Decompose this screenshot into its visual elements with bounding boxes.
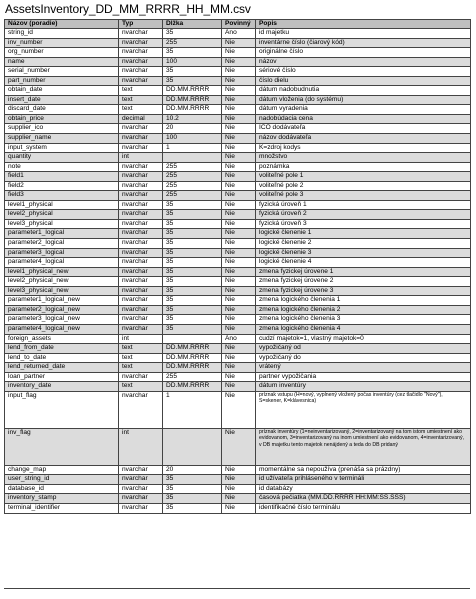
- cell-type: nvarchar: [119, 475, 163, 485]
- header-name: Názov (poradie): [5, 20, 119, 29]
- cell-name: quantity: [5, 153, 119, 163]
- cell-description: sériové číslo: [256, 67, 471, 77]
- cell-length: 35: [163, 29, 222, 39]
- cell-length: 35: [163, 76, 222, 86]
- cell-type: nvarchar: [119, 465, 163, 475]
- cell-description: časová pečiatka (MM.DD.RRRR HH:MM:SS.SSS): [256, 494, 471, 504]
- cell-required: Áno: [222, 29, 256, 39]
- cell-description: zmena logického členenia 2: [256, 305, 471, 315]
- table-row: [5, 38, 471, 48]
- cell-length: [163, 428, 222, 465]
- table-row: [5, 162, 471, 172]
- cell-required: Nie: [222, 210, 256, 220]
- cell-description: cudzí majetok=1, vlastný majetok=0: [256, 334, 471, 344]
- cell-type: nvarchar: [119, 239, 163, 249]
- cell-description: zmena logického členenia 4: [256, 324, 471, 334]
- cell-description: partner vypožičania: [256, 372, 471, 382]
- table-row: [5, 95, 471, 105]
- cell-name: level1_physical: [5, 200, 119, 210]
- cell-description: zmena fyzickej úrovene 1: [256, 267, 471, 277]
- cell-description: logické členenie 2: [256, 239, 471, 249]
- table-row: [5, 48, 471, 58]
- cell-description: fyzická úroveň 1: [256, 200, 471, 210]
- cell-length: DD.MM.RRRR: [163, 86, 222, 96]
- cell-type: nvarchar: [119, 181, 163, 191]
- cell-required: Nie: [222, 248, 256, 258]
- cell-length: 35: [163, 229, 222, 239]
- cell-length: 1: [163, 143, 222, 153]
- cell-type: text: [119, 363, 163, 373]
- table-row: [5, 363, 471, 373]
- cell-name: level2_physical_new: [5, 277, 119, 287]
- cell-type: nvarchar: [119, 134, 163, 144]
- cell-length: 35: [163, 219, 222, 229]
- cell-description: dátum vloženia (do systému): [256, 95, 471, 105]
- table-row: [5, 143, 471, 153]
- cell-name: note: [5, 162, 119, 172]
- table-row: [5, 181, 471, 191]
- cell-name: discard_date: [5, 105, 119, 115]
- cell-required: Nie: [222, 475, 256, 485]
- cell-description: momentálne sa nepoužíva (prenáša sa prázdny): [256, 465, 471, 475]
- cell-required: Nie: [222, 277, 256, 287]
- cell-length: 35: [163, 210, 222, 220]
- cell-length: 35: [163, 239, 222, 249]
- cell-type: nvarchar: [119, 286, 163, 296]
- cell-name: input_system: [5, 143, 119, 153]
- cell-required: Nie: [222, 428, 256, 465]
- cell-description: dátum nadobudnutia: [256, 86, 471, 96]
- cell-length: 1: [163, 391, 222, 428]
- cell-type: nvarchar: [119, 124, 163, 134]
- cell-description: IČO dodávateľa: [256, 124, 471, 134]
- cell-length: 35: [163, 296, 222, 306]
- cell-length: [163, 153, 222, 163]
- cell-name: level2_physical: [5, 210, 119, 220]
- cell-name: level3_physical: [5, 219, 119, 229]
- cell-length: [163, 334, 222, 344]
- cell-type: text: [119, 353, 163, 363]
- cell-name: parameter2_logical: [5, 239, 119, 249]
- cell-length: 35: [163, 67, 222, 77]
- header-length: Dĺžka: [163, 20, 222, 29]
- cell-type: nvarchar: [119, 172, 163, 182]
- cell-required: Nie: [222, 124, 256, 134]
- cell-description: inventárne číslo (čiarový kód): [256, 38, 471, 48]
- cell-description: dátum vyradenia: [256, 105, 471, 115]
- table-row: [5, 57, 471, 67]
- cell-type: decimal: [119, 114, 163, 124]
- cell-type: nvarchar: [119, 296, 163, 306]
- cell-name: input_flag: [5, 391, 119, 428]
- cell-description: identifikačné číslo terminálu: [256, 503, 471, 513]
- table-row: [5, 296, 471, 306]
- cell-required: Nie: [222, 363, 256, 373]
- cell-description: logické členenie 1: [256, 229, 471, 239]
- cell-description: voliteľné pole 2: [256, 181, 471, 191]
- cell-description: názov dodávateľa: [256, 134, 471, 144]
- table-row: [5, 29, 471, 39]
- cell-length: 35: [163, 248, 222, 258]
- table-row: [5, 382, 471, 392]
- table-row: [5, 114, 471, 124]
- cell-name: insert_date: [5, 95, 119, 105]
- cell-length: 255: [163, 191, 222, 201]
- table-row: [5, 484, 471, 494]
- cell-name: field1: [5, 172, 119, 182]
- cell-name: supplier_ico: [5, 124, 119, 134]
- cell-description: množstvo: [256, 153, 471, 163]
- cell-type: nvarchar: [119, 372, 163, 382]
- cell-length: 255: [163, 172, 222, 182]
- cell-description: id majetku: [256, 29, 471, 39]
- cell-name: foreign_assets: [5, 334, 119, 344]
- cell-required: Nie: [222, 191, 256, 201]
- table-row: [5, 153, 471, 163]
- cell-name: obtain_price: [5, 114, 119, 124]
- cell-type: nvarchar: [119, 67, 163, 77]
- cell-length: 255: [163, 181, 222, 191]
- cell-type: nvarchar: [119, 229, 163, 239]
- cell-description: originálne číslo: [256, 48, 471, 58]
- cell-name: lend_from_date: [5, 344, 119, 354]
- cell-required: Nie: [222, 105, 256, 115]
- cell-description: poznámka: [256, 162, 471, 172]
- cell-type: nvarchar: [119, 305, 163, 315]
- cell-required: Nie: [222, 391, 256, 428]
- cell-length: 35: [163, 475, 222, 485]
- cell-required: Nie: [222, 153, 256, 163]
- cell-type: nvarchar: [119, 391, 163, 428]
- cell-required: Nie: [222, 344, 256, 354]
- cell-required: Nie: [222, 239, 256, 249]
- cell-type: nvarchar: [119, 162, 163, 172]
- cell-description: zmena logického členenia 1: [256, 296, 471, 306]
- cell-description: príznak inventúry (1=neinventarizovaný, 2=inventarizovaný na tom istom umiestnení ako evidovanom, 3=inventarizovaný na inom umiestnení ako evidovanom, 4=inventarizovaný, v DB majetku tento majetok nenájdený a teda do DB pridaný: [256, 428, 471, 465]
- cell-length: DD.MM.RRRR: [163, 105, 222, 115]
- table-header-row: [5, 20, 471, 29]
- table-row: [5, 465, 471, 475]
- table-row: [5, 428, 471, 465]
- cell-description: príznak vstupu (H=nový, vyplnený vložený počas inventúry (cez tlačidlo "Nový"), S=skener, K=klávesnica): [256, 391, 471, 428]
- cell-required: Nie: [222, 67, 256, 77]
- cell-type: text: [119, 86, 163, 96]
- cell-description: názov: [256, 57, 471, 67]
- cell-required: Nie: [222, 200, 256, 210]
- table-row: [5, 86, 471, 96]
- cell-description: číslo dielu: [256, 76, 471, 86]
- cell-length: 35: [163, 503, 222, 513]
- cell-description: zmena fyzickej úrovene 3: [256, 286, 471, 296]
- cell-name: inventory_stamp: [5, 494, 119, 504]
- table-row: [5, 344, 471, 354]
- cell-description: logické členenie 3: [256, 248, 471, 258]
- cell-type: nvarchar: [119, 57, 163, 67]
- cell-required: Nie: [222, 267, 256, 277]
- cell-required: Nie: [222, 296, 256, 306]
- cell-type: int: [119, 153, 163, 163]
- cell-length: DD.MM.RRRR: [163, 344, 222, 354]
- cell-type: nvarchar: [119, 494, 163, 504]
- cell-required: Nie: [222, 229, 256, 239]
- cell-required: Nie: [222, 353, 256, 363]
- cell-description: id užívateľa prihláseného v termináli: [256, 475, 471, 485]
- cell-required: Nie: [222, 465, 256, 475]
- cell-length: 35: [163, 484, 222, 494]
- cell-required: Nie: [222, 172, 256, 182]
- table-row: [5, 229, 471, 239]
- table-row: [5, 503, 471, 513]
- table-row: [5, 172, 471, 182]
- cell-length: 20: [163, 465, 222, 475]
- table-row: [5, 372, 471, 382]
- table-row: [5, 305, 471, 315]
- cell-required: Nie: [222, 76, 256, 86]
- cell-name: parameter1_logical: [5, 229, 119, 239]
- cell-required: Nie: [222, 86, 256, 96]
- table-row: [5, 494, 471, 504]
- cell-required: Nie: [222, 48, 256, 58]
- table-row: [5, 191, 471, 201]
- cell-description: id databázy: [256, 484, 471, 494]
- cell-required: Nie: [222, 503, 256, 513]
- cell-length: DD.MM.RRRR: [163, 363, 222, 373]
- cell-name: field3: [5, 191, 119, 201]
- cell-type: nvarchar: [119, 267, 163, 277]
- cell-description: nadobúdacia cena: [256, 114, 471, 124]
- cell-type: nvarchar: [119, 38, 163, 48]
- cell-name: lend_returned_date: [5, 363, 119, 373]
- cell-length: 35: [163, 48, 222, 58]
- cell-required: Nie: [222, 315, 256, 325]
- cell-description: voliteľné pole 3: [256, 191, 471, 201]
- cell-type: text: [119, 95, 163, 105]
- cell-type: int: [119, 334, 163, 344]
- cell-required: Nie: [222, 134, 256, 144]
- cell-description: logické členenie 4: [256, 258, 471, 268]
- field-spec-table: [4, 19, 471, 514]
- table-row: [5, 248, 471, 258]
- cell-required: Nie: [222, 57, 256, 67]
- table-row: [5, 277, 471, 287]
- cell-description: K=zdroj kodys: [256, 143, 471, 153]
- cell-name: name: [5, 57, 119, 67]
- cell-type: nvarchar: [119, 503, 163, 513]
- cell-name: loan_partner: [5, 372, 119, 382]
- cell-length: 35: [163, 258, 222, 268]
- cell-description: vrátený: [256, 363, 471, 373]
- cell-length: 35: [163, 267, 222, 277]
- cell-length: 20: [163, 124, 222, 134]
- cell-name: parameter2_logical_new: [5, 305, 119, 315]
- cell-name: string_id: [5, 29, 119, 39]
- cell-name: part_number: [5, 76, 119, 86]
- cell-type: nvarchar: [119, 143, 163, 153]
- table-row: [5, 391, 471, 428]
- cell-required: Nie: [222, 38, 256, 48]
- cell-description: voliteľné pole 1: [256, 172, 471, 182]
- header-description: Popis: [256, 20, 471, 29]
- table-row: [5, 267, 471, 277]
- cell-description: vypožičaný do: [256, 353, 471, 363]
- cell-type: nvarchar: [119, 191, 163, 201]
- cell-type: text: [119, 344, 163, 354]
- cell-description: zmena logického členenia 3: [256, 315, 471, 325]
- cell-name: obtain_date: [5, 86, 119, 96]
- cell-type: text: [119, 382, 163, 392]
- cell-type: nvarchar: [119, 219, 163, 229]
- cell-type: nvarchar: [119, 29, 163, 39]
- table-row: [5, 353, 471, 363]
- cell-length: DD.MM.RRRR: [163, 382, 222, 392]
- cell-required: Nie: [222, 258, 256, 268]
- cell-length: 35: [163, 277, 222, 287]
- cell-required: Nie: [222, 286, 256, 296]
- cell-length: 255: [163, 162, 222, 172]
- cell-type: nvarchar: [119, 484, 163, 494]
- cell-length: 35: [163, 315, 222, 325]
- cell-length: 35: [163, 200, 222, 210]
- cell-name: inv_number: [5, 38, 119, 48]
- cell-length: 35: [163, 494, 222, 504]
- cell-length: 255: [163, 38, 222, 48]
- cell-required: Nie: [222, 305, 256, 315]
- cell-name: terminal_identifier: [5, 503, 119, 513]
- cell-name: inventory_date: [5, 382, 119, 392]
- cell-required: Nie: [222, 143, 256, 153]
- cell-length: 255: [163, 372, 222, 382]
- cell-length: 100: [163, 57, 222, 67]
- cell-name: parameter3_logical: [5, 248, 119, 258]
- header-type: Typ: [119, 20, 163, 29]
- table-row: [5, 334, 471, 344]
- cell-required: Nie: [222, 324, 256, 334]
- cell-length: DD.MM.RRRR: [163, 353, 222, 363]
- cell-name: field2: [5, 181, 119, 191]
- table-row: [5, 76, 471, 86]
- cell-type: nvarchar: [119, 210, 163, 220]
- table-row: [5, 124, 471, 134]
- cell-length: 35: [163, 305, 222, 315]
- cell-name: supplier_name: [5, 134, 119, 144]
- table-row: [5, 134, 471, 144]
- cell-required: Nie: [222, 181, 256, 191]
- cell-name: inv_flag: [5, 428, 119, 465]
- table-row: [5, 67, 471, 77]
- cell-required: Nie: [222, 95, 256, 105]
- table-row: [5, 210, 471, 220]
- table-row: [5, 286, 471, 296]
- cell-description: zmena fyzickej úrovene 2: [256, 277, 471, 287]
- cell-length: 10.2: [163, 114, 222, 124]
- document-title: AssetsInventory_DD_MM_RRRR_HH_MM.csv: [5, 2, 251, 16]
- cell-name: level1_physical_new: [5, 267, 119, 277]
- cell-name: parameter4_logical: [5, 258, 119, 268]
- table-row: [5, 258, 471, 268]
- cell-description: vypožičaný od: [256, 344, 471, 354]
- cell-type: nvarchar: [119, 76, 163, 86]
- cell-length: 35: [163, 286, 222, 296]
- cell-name: parameter4_logical_new: [5, 324, 119, 334]
- cell-length: DD.MM.RRRR: [163, 95, 222, 105]
- cell-name: serial_number: [5, 67, 119, 77]
- cell-type: nvarchar: [119, 248, 163, 258]
- cell-description: fyzická úroveň 3: [256, 219, 471, 229]
- cell-name: lend_to_date: [5, 353, 119, 363]
- cell-type: nvarchar: [119, 258, 163, 268]
- cell-required: Nie: [222, 219, 256, 229]
- table-row: [5, 105, 471, 115]
- cell-required: Nie: [222, 372, 256, 382]
- cell-required: Áno: [222, 334, 256, 344]
- cell-required: Nie: [222, 382, 256, 392]
- cell-name: org_number: [5, 48, 119, 58]
- table-row: [5, 200, 471, 210]
- cell-name: level3_physical_new: [5, 286, 119, 296]
- cell-type: text: [119, 105, 163, 115]
- cell-type: nvarchar: [119, 315, 163, 325]
- cell-type: nvarchar: [119, 277, 163, 287]
- cell-name: parameter3_logical_new: [5, 315, 119, 325]
- header-required: Povinný: [222, 20, 256, 29]
- cell-required: Nie: [222, 162, 256, 172]
- table-row: [5, 219, 471, 229]
- table-row: [5, 475, 471, 485]
- cell-name: database_id: [5, 484, 119, 494]
- cell-required: Nie: [222, 484, 256, 494]
- cell-type: int: [119, 428, 163, 465]
- table-row: [5, 239, 471, 249]
- cell-type: nvarchar: [119, 48, 163, 58]
- cell-type: nvarchar: [119, 324, 163, 334]
- cell-required: Nie: [222, 114, 256, 124]
- table-row: [5, 315, 471, 325]
- cell-name: change_map: [5, 465, 119, 475]
- bottom-rule: [4, 588, 470, 589]
- cell-name: parameter1_logical_new: [5, 296, 119, 306]
- cell-length: 100: [163, 134, 222, 144]
- cell-name: user_string_id: [5, 475, 119, 485]
- cell-required: Nie: [222, 494, 256, 504]
- cell-description: dátum inventúry: [256, 382, 471, 392]
- cell-type: nvarchar: [119, 200, 163, 210]
- table-row: [5, 324, 471, 334]
- cell-description: fyzická úroveň 2: [256, 210, 471, 220]
- cell-length: 35: [163, 324, 222, 334]
